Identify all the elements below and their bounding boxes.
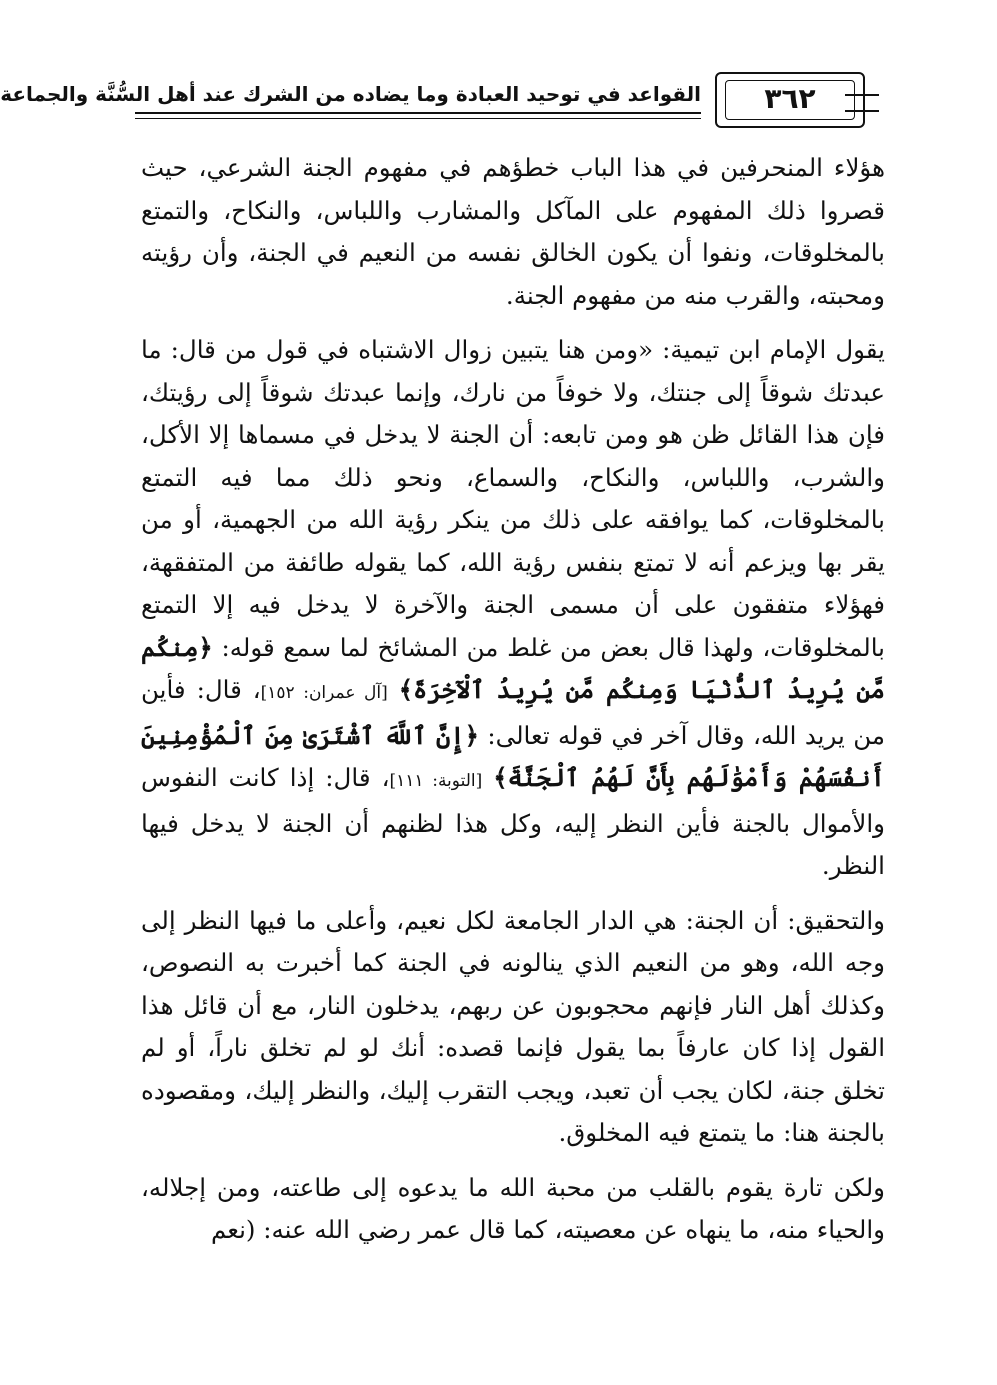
verse-reference-1: [آل عمران: ١٥٢] bbox=[260, 683, 388, 703]
paragraph-1: هؤلاء المنحرفين في هذا الباب خطؤهم في مفهوم الجنة الشرعي، حيث قصروا ذلك المفهوم على المآكل والمشارب واللباس، والنكاح، والتمتع بالمخلوقات، ونفوا أن يكون الخالق نفسه من النعيم في الجنة، وأن رؤيته ومحبته، والقرب منه من مفهوم الجنة. bbox=[141, 153, 885, 310]
running-title: القواعد في توحيد العبادة وما يضاده من الشرك عند أهل السُّنَّة والجماعة bbox=[0, 82, 701, 106]
paragraph-3: والتحقيق: أن الجنة: هي الدار الجامعة لكل نعيم، وأعلى ما فيها النظر إلى وجه الله، وهو من النعيم الذي ينالونه في الجنة كما أخبرت به النصوص، وكذلك أهل النار فإنهم محجوبون عن ربهم، يدخلون النار، مع أن قائل هذا القول إذا كان عارفاً بما يقول فإنما قصده: أنك لو لم تخلق ناراً، أو لم تخلق جنة، لكان يجب أن تعبد، ويجب التقرب إليك، والنظر إليك، ومقصوده بالجنة هنا: ما يتمتع فيه المخلوق. bbox=[141, 905, 885, 1147]
paragraph-2-part-1: يقول الإمام ابن تيمية: «ومن هنا يتبين زوال الاشتباه في قول من قال: ما عبدتك شوقاً إلى جنتك، ولا خوفاً من نارك، وإنما عبدتك شوقاً إلى رؤيتك، فإن هذا القائل ظن هو ومن تابعه: أن الجنة لا يدخل في مسماها إلا الأكل، والشرب، واللباس، والنكاح، والسماع، ونحو ذلك مما فيه التمتع بالمخلوقات، كما يوافقه على ذلك من ينكر رؤية الله من الجهمية، أو من يقر بها ويزعم أنه لا تمتع بنفس رؤية الله، كما يقوله طائفة من المتفقهة، فهؤلاء متفقون على أن مسمى الجنة والآخرة لا يدخل فيه إلا التمتع بالمخلوقات، ولهذا قال بعض من غلط من المشائخ لما سمع قوله: bbox=[141, 335, 885, 662]
paragraph-2 bbox=[141, 329, 885, 888]
header-rule-thick bbox=[135, 112, 701, 114]
page-number-frame bbox=[715, 72, 865, 128]
paragraph-4: ولكن تارة يقوم بالقلب من محبة الله ما يدعوه إلى طاعته، ومن إجلاله، والحياء منه، ما ينهاه عن معصيته، كما قال عمر رضي الله عنه: (نعم bbox=[141, 1172, 885, 1244]
quran-verse-2: ﴿إِنَّ ٱللَّهَ ٱشْتَرَىٰ مِنَ ٱلْمُؤْمِنِينَ أَنفُسَهُمْ وَأَمْوَٰلَهُم بِأَنَّ لَهُمُ ٱلْجَنَّةَ﴾ bbox=[141, 720, 885, 792]
paragraph-2-part-3: ، قال: إذا كانت النفوس والأموال بالجنة فأين النظر إليه، وكل هذا لظنهم أن الجنة لا يدخل فيها النظر. bbox=[141, 763, 885, 880]
quran-verse-1: ﴿مِنكُم مَّن يُرِيدُ ٱلدُّنْيَا وَمِنكُم مَّن يُرِيدُ ٱلْآخِرَةَ﴾ bbox=[141, 632, 885, 704]
page-number: ٣٦٢ bbox=[764, 82, 816, 115]
page-header bbox=[0, 68, 891, 138]
main-text bbox=[141, 147, 885, 1264]
page-number-ornament bbox=[845, 94, 879, 112]
paragraph-2-part-2: ، قال: فأين من يريد الله، وقال آخر في قوله تعالى: bbox=[141, 675, 885, 750]
header-rule-thin bbox=[135, 118, 701, 119]
verse-reference-2: [التوبة: ١١١] bbox=[389, 771, 483, 791]
